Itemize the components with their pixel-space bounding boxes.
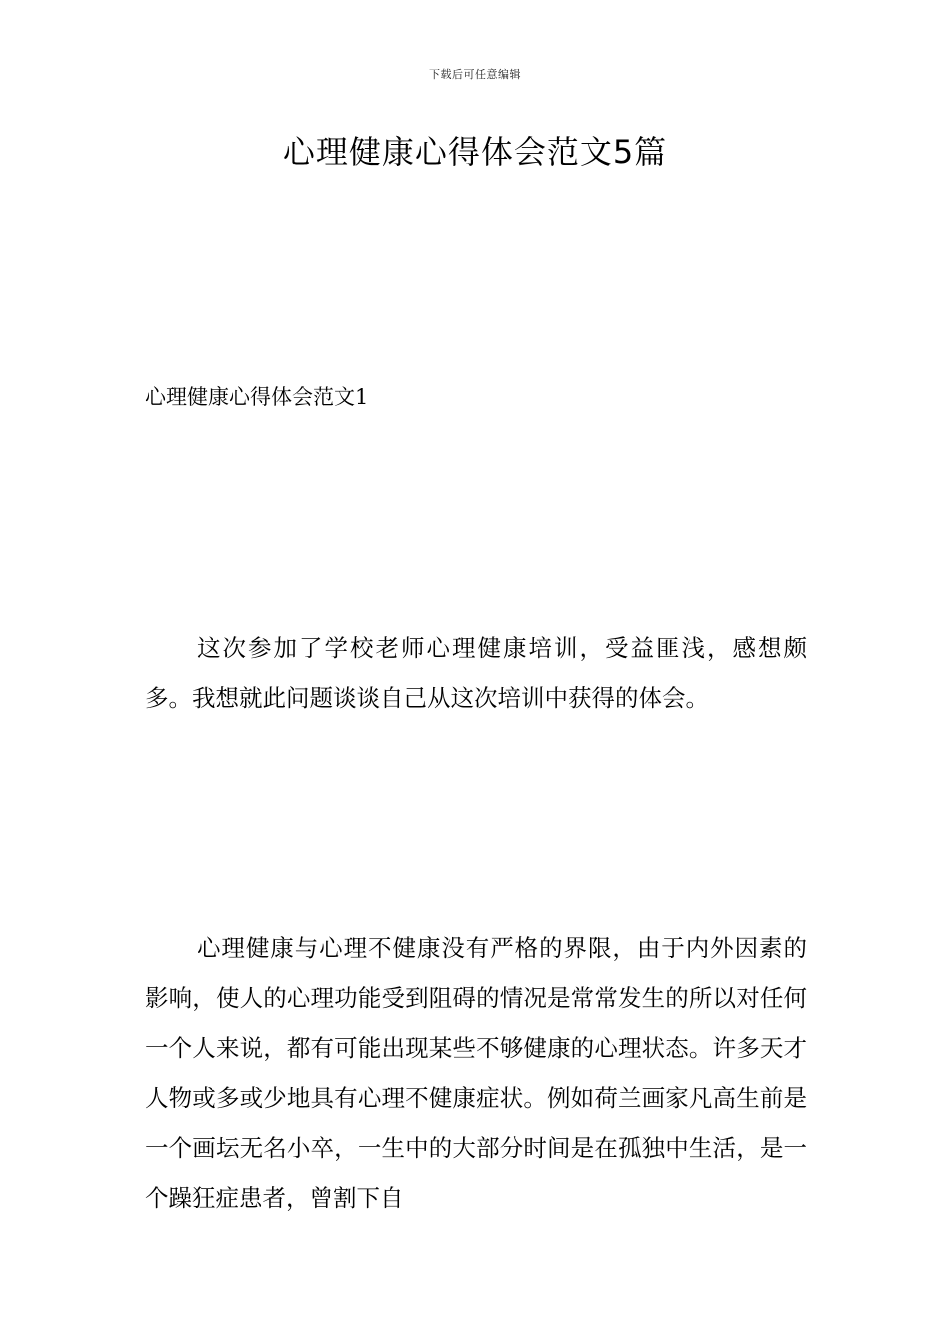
paragraph-intro: 这次参加了学校老师心理健康培训，受益匪浅，感想颇多。我想就此问题谈谈自己从这次培训中获得的体会。 (145, 634, 807, 712)
section-heading: 心理健康心得体会范文1 (145, 385, 369, 409)
paragraph-body: 心理健康与心理不健康没有严格的界限，由于内外因素的影响，使人的心理功能受到阻碍的情况是常常发生的所以对任何一个人来说，都有可能出现某些不够健康的心理状态。许多天才人物或多或少地具有心理不健康症状。例如荷兰画家凡高生前是一个画坛无名小卒，一生中的大部分时间是在孤独中生活，是一个躁狂症患者，曾割下自 (145, 934, 807, 1212)
document-title: 心理健康心得体会范文5篇 (282, 133, 668, 171)
header-note: 下载后可任意编辑 (429, 68, 521, 81)
